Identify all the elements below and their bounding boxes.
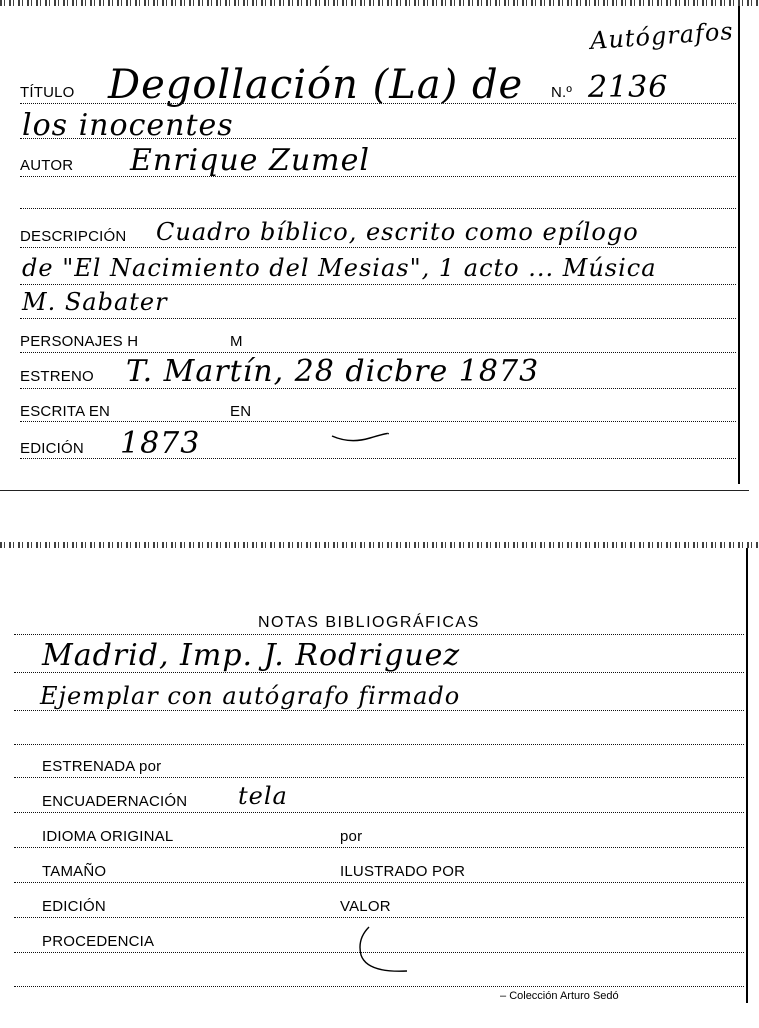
rule-note-2 xyxy=(14,710,744,711)
corner-note: Autógrafos xyxy=(589,17,735,55)
card-right-border-2 xyxy=(746,548,748,1003)
rule-descripcion-2 xyxy=(20,284,736,285)
rule-edicion-2 xyxy=(14,917,744,918)
rule-autor xyxy=(20,176,736,177)
escrita-label: ESCRITA EN xyxy=(20,403,111,420)
rule-personajes xyxy=(20,352,736,353)
rule-blank-1 xyxy=(20,208,736,209)
titulo-value-line2: los inocentes xyxy=(22,108,234,143)
descripcion-value-line2: de "El Nacimiento del Mesias", 1 acto ... Música xyxy=(22,254,657,282)
collection-credit: – Colección Arturo Sedó xyxy=(500,990,619,1002)
rule-encuadernacion xyxy=(14,812,744,813)
numero-label: N.º xyxy=(551,84,573,101)
credit-text: Colección Arturo Sedó xyxy=(509,990,619,1002)
card-right-border xyxy=(738,6,740,484)
rule-note-1 xyxy=(14,672,744,673)
card-top-edge xyxy=(0,0,759,6)
card-bottom-edge xyxy=(0,490,749,491)
idioma-label: IDIOMA ORIGINAL xyxy=(42,828,174,845)
rule-titulo xyxy=(20,103,736,104)
card-top-edge-2 xyxy=(0,542,759,548)
rule-notas-heading xyxy=(14,634,744,635)
rule-edicion xyxy=(20,458,736,459)
rule-escrita xyxy=(20,421,736,422)
bracket-pen-mark xyxy=(355,925,415,980)
edicion-label-2: EDICIÓN xyxy=(42,898,106,915)
estreno-label: ESTRENO xyxy=(20,368,94,385)
rule-blank-3 xyxy=(14,986,744,987)
autor-value: Enrique Zumel xyxy=(130,143,370,178)
descripcion-value-line1: Cuadro bíblico, escrito como epílogo xyxy=(156,218,639,246)
edicion-label: EDICIÓN xyxy=(20,440,84,457)
estrenada-label: ESTRENADA por xyxy=(42,758,162,775)
rule-descripcion-3 xyxy=(20,318,736,319)
descripcion-label: DESCRIPCIÓN xyxy=(20,228,127,245)
procedencia-label: PROCEDENCIA xyxy=(42,933,155,950)
personajes-m-label: M xyxy=(230,333,243,350)
rule-blank-2 xyxy=(14,744,744,745)
rule-idioma xyxy=(14,847,744,848)
tamano-label: TAMAÑO xyxy=(42,863,107,880)
rule-estrenada xyxy=(14,777,744,778)
encuadernacion-value: tela xyxy=(238,782,288,810)
escrita-en-label: EN xyxy=(230,403,252,420)
titulo-label: TÍTULO xyxy=(20,84,75,101)
autor-label: AUTOR xyxy=(20,157,74,174)
edicion-value: 1873 xyxy=(120,426,201,461)
rule-titulo-2 xyxy=(20,138,736,139)
descripcion-value-line3: M. Sabater xyxy=(22,288,168,316)
titulo-value-line1: Degollación (La) de xyxy=(108,62,524,108)
ilustrado-label: ILUSTRADO POR xyxy=(340,863,466,880)
encuadernacion-label: ENCUADERNACIÓN xyxy=(42,793,188,810)
pen-stroke-mark xyxy=(330,428,390,448)
por-label: por xyxy=(340,828,363,845)
estreno-value: T. Martín, 28 dicbre 1873 xyxy=(126,354,540,389)
note-line-2: Ejemplar con autógrafo firmado xyxy=(40,682,461,710)
rule-estreno xyxy=(20,388,736,389)
note-line-1: Madrid, Imp. J. Rodriguez xyxy=(42,638,461,673)
personajes-label: PERSONAJES H xyxy=(20,333,139,350)
catalog-card-front xyxy=(0,0,759,496)
notas-heading: NOTAS BIBLIOGRÁFICAS xyxy=(258,614,480,631)
rule-descripcion xyxy=(20,247,736,248)
numero-value: 2136 xyxy=(588,70,669,105)
catalog-card-back xyxy=(0,540,759,1016)
rule-tamano xyxy=(14,882,744,883)
valor-label: VALOR xyxy=(340,898,391,915)
